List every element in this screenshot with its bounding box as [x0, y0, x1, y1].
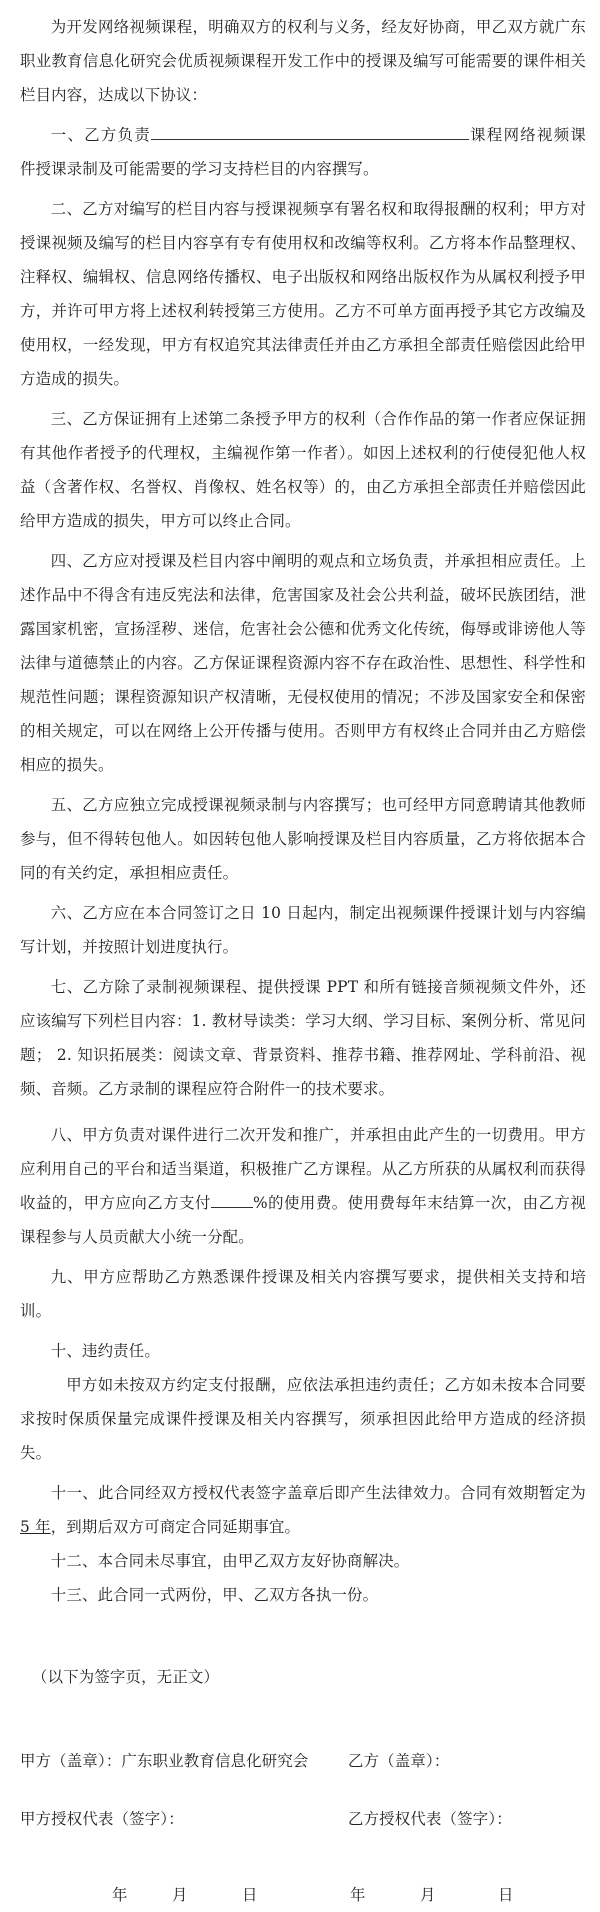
- validity-years: 5 年: [20, 1518, 51, 1536]
- clause-8: [20, 1118, 586, 1254]
- clause-4: 四、乙方应对授课及栏目内容中阐明的观点和立场负责，并承担相应责任。上述作品中不得含有违反宪法和法律，危害国家及社会公共利益，破坏民族团结，泄露国家机密，宣扬淫秽、迷信，危害社会公德和优秀文化传统，侮辱或诽谤他人等法律与道德禁止的内容。乙方保证课程资源内容不存在政治性、思想性、科学性和规范性问题；课程资源知识产权清晰，无侵权使用的情况；不涉及国家安全和保密的相关规定，可以在网络上公开传播与使用。否则甲方有权终止合同并由乙方赔偿相应的损失。: [20, 552, 586, 774]
- clause-6: 六、乙方应在本合同签订之日 10 日起内，制定出视频课件授课计划与内容编写计划，并按照计划进度执行。: [20, 904, 586, 956]
- clause-9: 九、甲方应帮助乙方熟悉课件授课及相关内容撰写要求，提供相关支持和培训。: [20, 1268, 586, 1320]
- seal-row: [20, 1744, 586, 1778]
- clause-11-before: 十一、此合同经双方授权代表签字盖章后即产生法律效力。合同有效期暂定为: [50, 1484, 586, 1502]
- clause-13: 十三、此合同一式两份，甲、乙双方各执一份。: [50, 1586, 379, 1604]
- clause-8-before: 八、甲方负责对课件进行二次开发和推广，并承担由此产生的一切费用。甲方应利用自己的平台和适当渠道，积极推广乙方课程。从乙方所获的从属权利而获得收益的，甲方应向乙方支付: [20, 1126, 586, 1212]
- clause-12: 十二、本合同未尽事宜，由甲乙双方友好协商解决。: [50, 1552, 410, 1570]
- clause-1-before: 一、乙方负责: [50, 126, 152, 144]
- clause-10-body: 甲方如未按双方约定支付报酬，应依法承担违约责任；乙方如未按本合同要求按时保质保量完成课件授课及相关内容撰写，须承担因此给甲方造成的经济损失。: [20, 1376, 586, 1462]
- clause-1-after: 课程网络视频课件授课录制及可能需要的学习支持栏目的内容撰写。: [20, 126, 586, 178]
- date-row: [20, 1878, 586, 1912]
- party-a-seal: 甲方（盖章）：广东职业教育信息化研究会: [20, 1752, 309, 1770]
- representative-row: [20, 1802, 586, 1836]
- party-b-month: 月: [420, 1886, 436, 1904]
- course-name-blank: [151, 121, 469, 140]
- intro-paragraph: 为开发网络视频课程，明确双方的权利与义务，经友好协商，甲乙双方就广东职业教育信息化研究会优质视频课程开发工作中的授课及编写可能需要的课件相关栏目内容，达成以下协议：: [20, 18, 586, 104]
- clause-11-after: ，到期后双方可商定合同延期事宜。: [50, 1518, 301, 1536]
- clause-2: 二、乙方对编写的栏目内容与授课视频享有署名权和取得报酬的权利；甲方对授课视频及编写的栏目内容享有专有使用权和改编等权利。乙方将本作品整理权、注释权、编辑权、信息网络传播权、电子出版权和网络出版权作为从属权利授予甲方，并许可甲方将上述权利转授第三方使用。乙方不可单方面再授予其它方改编及使用权，一经发现，甲方有权追究其法律责任并由乙方承担全部责任赔偿因此给甲方造成的损失。: [20, 200, 586, 388]
- party-b-representative: 乙方授权代表（签字）：: [348, 1810, 512, 1828]
- party-a-day: 日: [242, 1886, 258, 1904]
- signature-page-note: （以下为签字页，无正文）: [32, 1668, 220, 1686]
- clause-10-title: 十、违约责任。: [50, 1342, 160, 1360]
- party-b-seal: 乙方（盖章）：: [348, 1752, 450, 1770]
- party-a-representative: 甲方授权代表（签字）：: [20, 1810, 184, 1828]
- party-b-day: 日: [498, 1886, 514, 1904]
- clause-11: [20, 1476, 586, 1544]
- clause-8-after: %的使用费。使用费每年末结算一次，由乙方视课程参与人员贡献大小统一分配。: [20, 1194, 586, 1246]
- clause-3: 三、乙方保证拥有上述第二条授予甲方的权利（合作作品的第一作者应保证拥有其他作者授予的代理权，主编视作第一作者）。如因上述权利的行使侵犯他人权益（含著作权、名誉权、肖像权、姓名权等）的，由乙方承担全部责任并赔偿因此给甲方造成的损失，甲方可以终止合同。: [20, 410, 586, 530]
- clause-7: 七、乙方除了录制视频课程、提供授课 PPT 和所有链接音频视频文件外，还应该编写下列栏目内容：1. 教材导读类：学习大纲、学习目标、案例分析、常见问题； 2. 知识拓展类：阅读文章、背景资料、推荐书籍、推荐网址、学科前沿、视频、音频。乙方录制的课程应符合附件一的技术要求。: [20, 978, 586, 1098]
- party-b-year: 年: [350, 1886, 366, 1904]
- clause-5: 五、乙方应独立完成授课视频录制与内容撰写；也可经甲方同意聘请其他教师参与，但不得转包他人。如因转包他人影响授课及栏目内容质量，乙方将依据本合同的有关约定，承担相应责任。: [20, 796, 586, 882]
- clause-1: [20, 118, 586, 186]
- party-a-year: 年: [112, 1886, 128, 1904]
- percentage-blank: [211, 1189, 253, 1208]
- party-a-month: 月: [172, 1886, 188, 1904]
